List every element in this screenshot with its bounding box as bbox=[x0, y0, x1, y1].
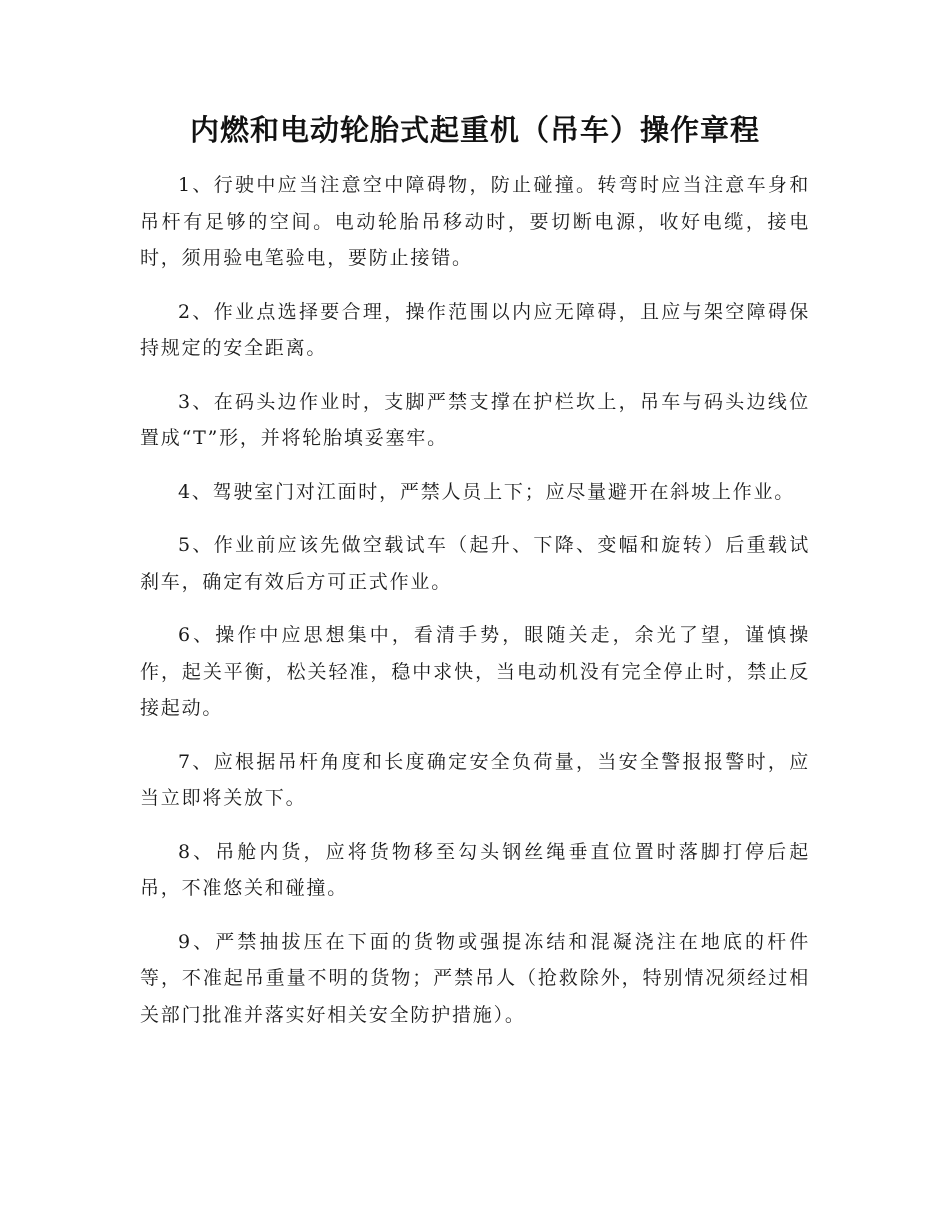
paragraph-3: 3、在码头边作业时，支脚严禁支撑在护栏坎上，吊车与码头边线位置成“T”形，并将轮胎填妥塞牢。 bbox=[140, 390, 810, 449]
paragraph-7: 7、应根据吊杆角度和长度确定安全负荷量，当安全警报报警时，应当立即将关放下。 bbox=[140, 750, 810, 809]
document-title: 内燃和电动轮胎式起重机（吊车）操作章程 bbox=[189, 113, 760, 147]
document-body bbox=[140, 167, 810, 1050]
paragraph-8: 8、吊舱内货，应将货物移至勾头钢丝绳垂直位置时落脚打停后起吊，不准悠关和碰撞。 bbox=[140, 840, 810, 899]
paragraph-6: 6、操作中应思想集中，看清手势，眼随关走，余光了望，谨慎操作，起关平衡，松关轻准，稳中求快，当电动机没有完全停止时，禁止反接起动。 bbox=[140, 624, 810, 719]
paragraph-5: 5、作业前应该先做空载试车（起升、下降、变幅和旋转）后重载试刹车，确定有效后方可正式作业。 bbox=[140, 534, 810, 593]
paragraph-1: 1、行驶中应当注意空中障碍物，防止碰撞。转弯时应当注意车身和吊杆有足够的空间。电动轮胎吊移动时，要切断电源，收好电缆，接电时，须用验电笔验电，要防止接错。 bbox=[140, 174, 810, 269]
paragraph-9: 9、严禁抽拔压在下面的货物或强提冻结和混凝浇注在地底的杆件等，不准起吊重量不明的货物；严禁吊人（抢救除外，特别情况须经过相关部门批准并落实好相关安全防护措施）。 bbox=[140, 930, 810, 1026]
paragraph-4: 4、驾驶室门对江面时，严禁人员上下；应尽量避开在斜坡上作业。 bbox=[178, 480, 796, 503]
paragraph-2: 2、作业点选择要合理，操作范围以内应无障碍，且应与架空障碍保持规定的安全距离。 bbox=[140, 300, 810, 359]
